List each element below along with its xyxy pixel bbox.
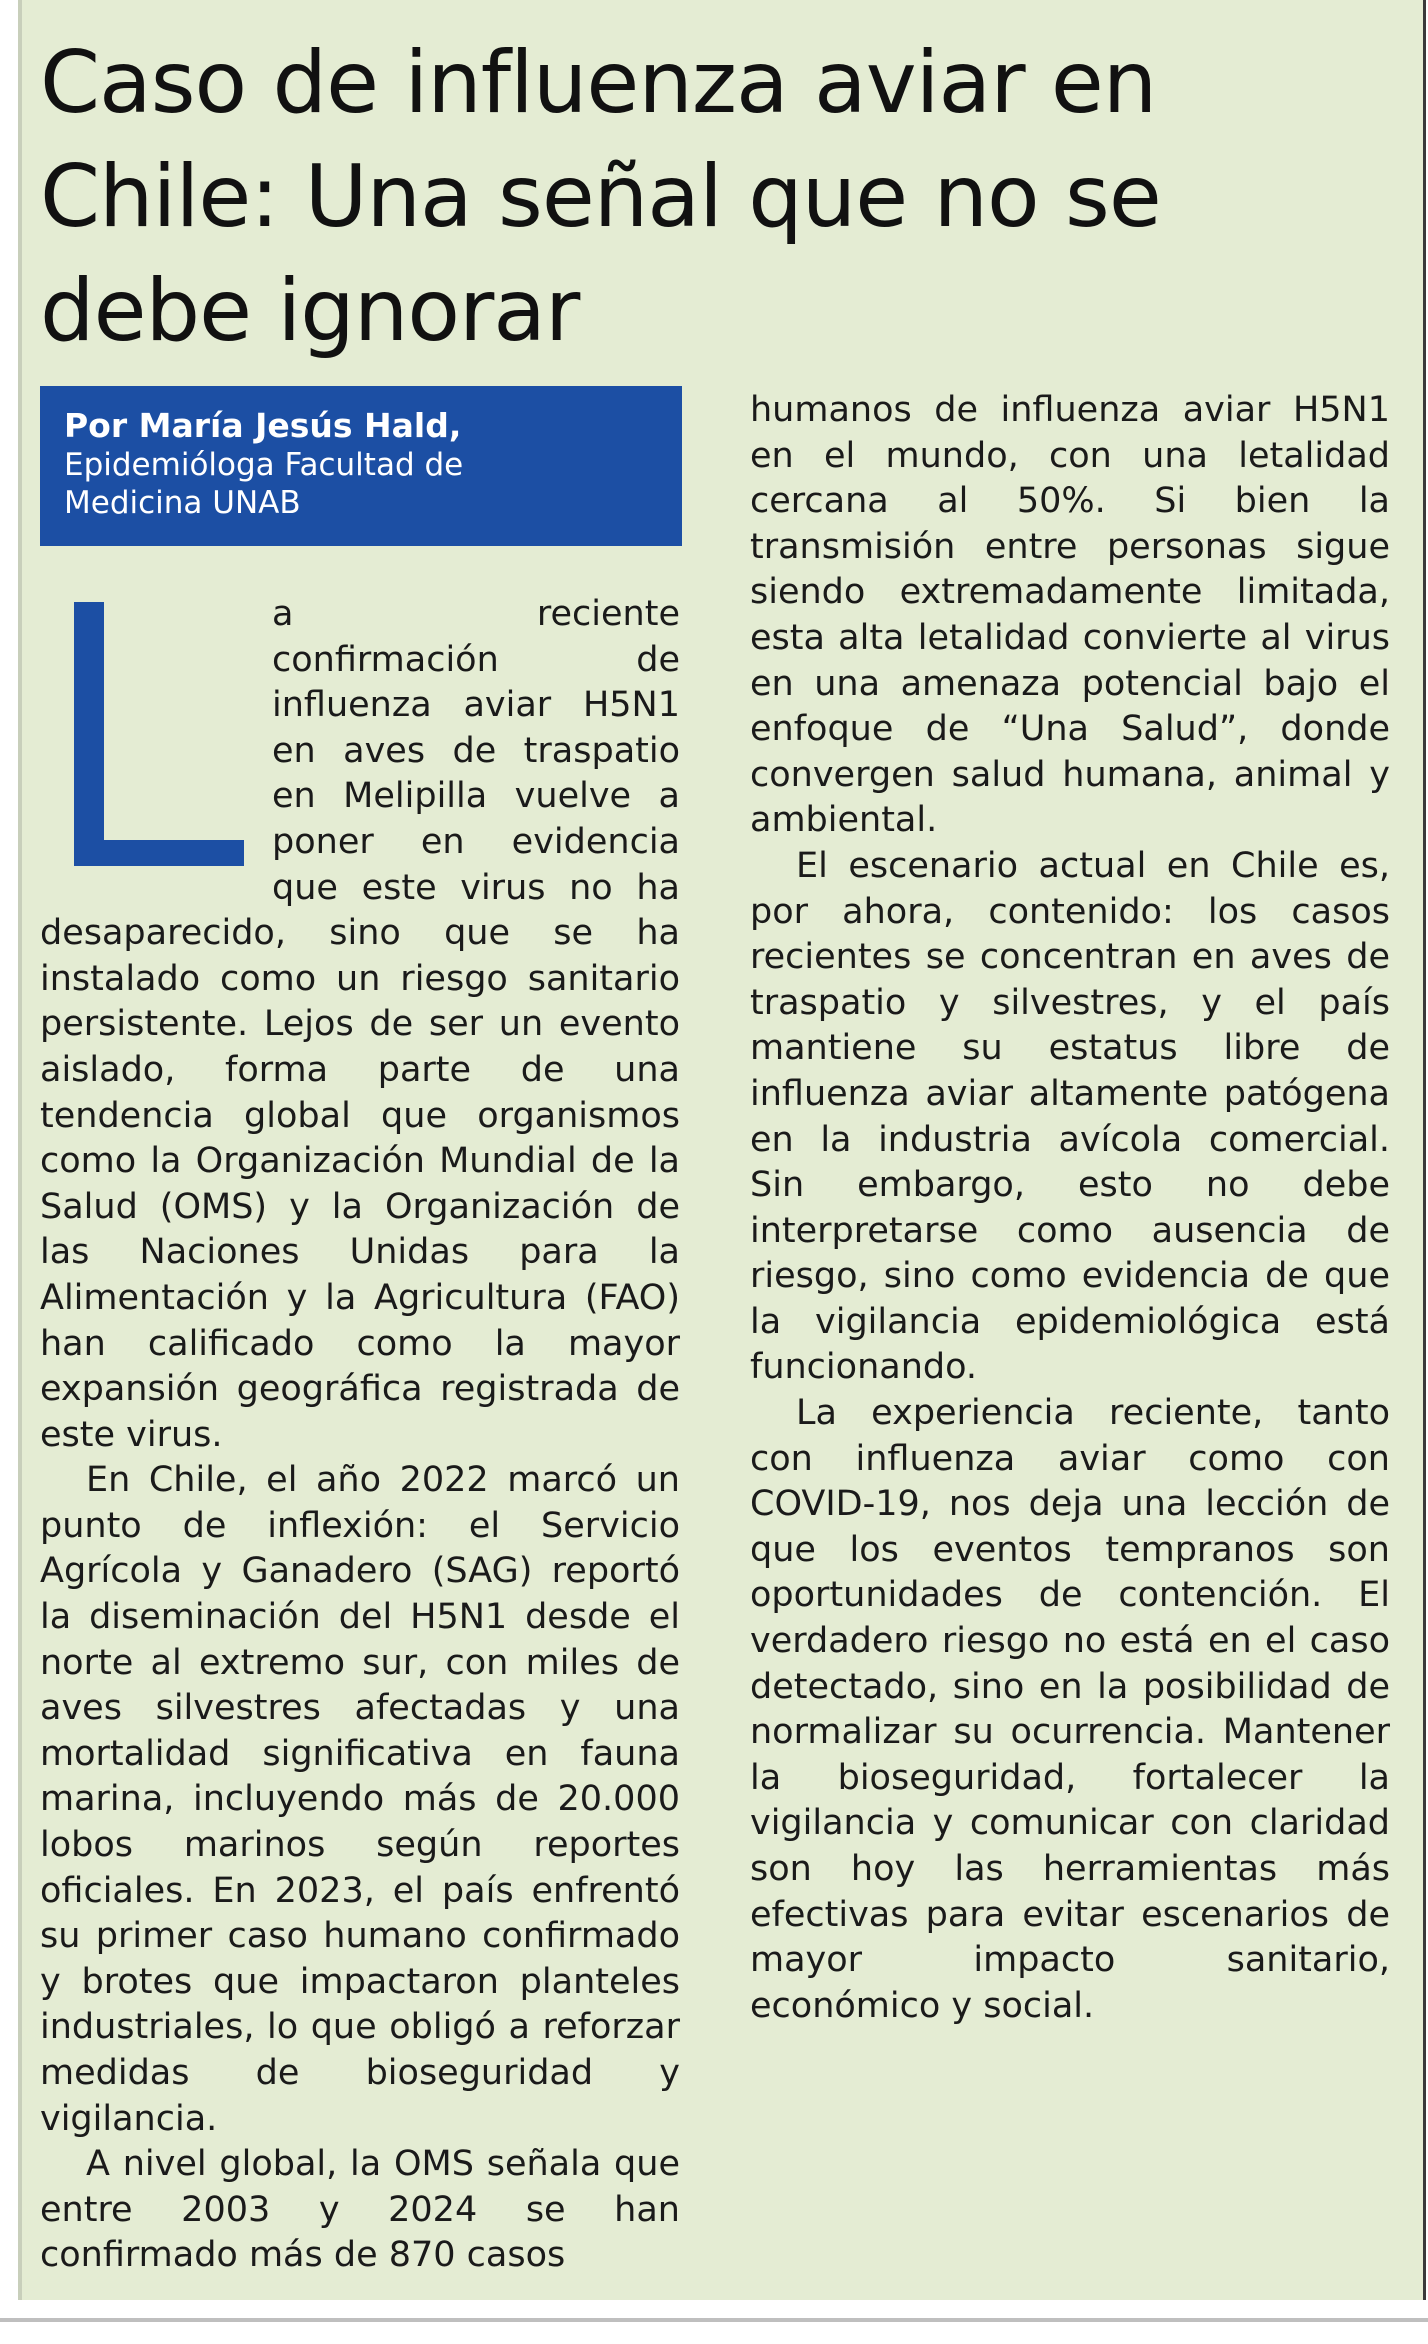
drop-cap [74,602,244,866]
headline: Caso de influenza aviar en Chile: Una señal que no se debe ignorar [40,33,1161,361]
paragraph-3-continued: humanos de influenza aviar H5N1 en el mundo, con una letalidad cercana al 50%. Si bien la transmisión entre personas sigue siendo extremadamente limitada, esta alta letalidad convierte al virus en una amenaza potencial bajo el enfoque de “Una Salud”, donde convergen salud humana, animal y ambiental. [750,390,1390,841]
article-column-left [40,592,680,2279]
byline-role-line2: Medicina UNAB [64,485,301,521]
divider [0,2318,1428,2322]
byline-author: Por María Jesús Hald, [64,406,462,445]
byline-box [40,386,682,546]
paragraph-1: a reciente confirmación de influenza aviar H5N1 en aves de traspatio en Melipilla vuelve a poner en evidencia que este virus no ha desaparecido, sino que se ha instalado como un riesgo sanitario persistente. Lejos de ser un evento aislado, forma parte de una tendencia global que organismos como la Organización Mundial de la Salud (OMS) y la Organización de las Naciones Unidas para la Alimentación y la Agricultura (FAO) han calificado como la mayor expansión geográfica registrada de este virus. [40,594,680,1455]
paragraph-4: El escenario actual en Chile es, por ahora, contenido: los casos recientes se concentran en aves de traspatio y silvestres, y el país mantiene su estatus libre de influenza aviar altamente patógena en la industria avícola comercial. Sin embargo, esto no debe interpretarse como ausencia de riesgo, sino como evidencia de que la vigilancia epidemiológica está funcionando. [750,845,1390,1388]
article-column-right [750,388,1390,2029]
byline-role-line1: Epidemióloga Facultad de [64,447,464,483]
paragraph-3: A nivel global, la OMS señala que entre 2003 y 2024 se han confirmado más de 870 casos [40,2144,680,2276]
paragraph-5: La experiencia reciente, tanto con influenza aviar como con COVID-19, nos deja una lección de que los eventos tempranos son oportunidades de contención. El verdadero riesgo no está en el caso detectado, sino en la posibilidad de normalizar su ocurrencia. Mantener la bioseguridad, fortalecer la vigilancia y comunicar con claridad son hoy las herramientas más efectivas para evitar escenarios de mayor impacto sanitario, económico y social. [750,1393,1390,2026]
paragraph-2: En Chile, el año 2022 marcó un punto de inflexión: el Servicio Agrícola y Ganadero (SAG) reportó la diseminación del H5N1 desde el norte al extremo sur, con miles de aves silvestres afectadas y una mortalidad significativa en fauna marina, incluyendo más de 20.000 lobos marinos según reportes oficiales. En 2023, el país enfrentó su primer caso humano confirmado y brotes que impactaron planteles industriales, lo que obligó a reforzar medidas de bioseguridad y vigilancia. [40,1460,680,2139]
